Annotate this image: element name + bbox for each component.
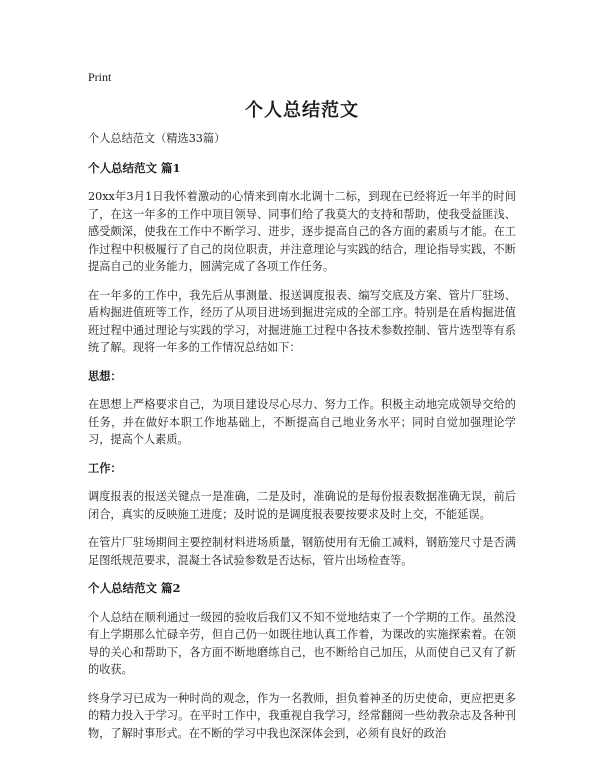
label-work: 工作： <box>88 460 122 475</box>
document-body <box>88 130 516 753</box>
paragraph: 在管片厂驻场期间主要控制材料进场质量，钢筋使用有无偷工减料，钢筋笼尺寸是否满足图纸规范要求，混凝土各试验参数是否达标，管片出场检查等。 <box>88 536 516 567</box>
document-subtitle: 个人总结范文（精选33篇） <box>88 132 226 145</box>
paragraph: 个人总结在顺利通过一级园的验收后我们又不知不觉地结束了一个学期的工作。虽然没有上学期那么忙碌辛劳，但自己仍一如既往地认真工作着，为课改的实施探索着。在领导的关心和帮助下，各方面不断地磨练自己，也不断给自己加压，从而使自己又有了新的收获。 <box>88 610 516 676</box>
label-thought: 思想： <box>88 368 122 383</box>
paragraph: 在思想上严格要求自己，为项目建设尽心尽力、努力工作。积极主动地完成领导交给的任务，并在做好本职工作地基础上，不断提高自己地业务水平；同时自觉加强理论学习，提高个人素质。 <box>88 398 516 446</box>
section-heading-2: 个人总结范文 篇2 <box>88 581 181 595</box>
paragraph: 终身学习已成为一种时尚的观念，作为一名教师，担负着神圣的历史使命，更应把更多的精力投入于学习。在平时工作中，我重视自我学习，经常翻阅一些幼教杂志及各种刊物，了解时事形式。在不断的学习中我也深深体会到，必须有良好的政治 <box>88 691 516 740</box>
page-title: 个人总结范文 <box>245 100 359 121</box>
section-heading-1: 个人总结范文 篇1 <box>88 160 181 175</box>
paragraph: 调度报表的报送关键点一是准确，二是及时，准确说的是每份报表数据准确无误，前后闭合，真实的反映施工进度；及时说的是调度报表要按要求及时上交，不能延误。 <box>88 490 516 521</box>
paragraph: 20xx年3月1日我怀着激动的心情来到南水北调十二标，到现在已经将近一年半的时间了，在这一年多的工作中项目领导、同事们给了我莫大的支持和帮助，使我受益匪浅、感受颇深，使我在工作中不断学习、进步，逐步提高自己的各方面的素质与才能。在工作过程中积极履行了自己的岗位职责，并注意理论与实践的结合，理论指导实践，不断提高自己的业务能力，圆满完成了各项工作任务。 <box>88 190 516 273</box>
print-link[interactable]: Print <box>88 70 112 84</box>
paragraph: 在一年多的工作中，我先后从事测量、报送调度报表、编写交底及方案、管片厂驻场、盾构掘进值班等工作，经历了从项目进场到掘进完成的全部工序。特别是在盾构掘进值班过程中通过理论与实践的学习，对掘进施工过程中各技术参数控制、管片选型等有系统了解。现将一年多的工作情况总结如下： <box>88 288 516 354</box>
